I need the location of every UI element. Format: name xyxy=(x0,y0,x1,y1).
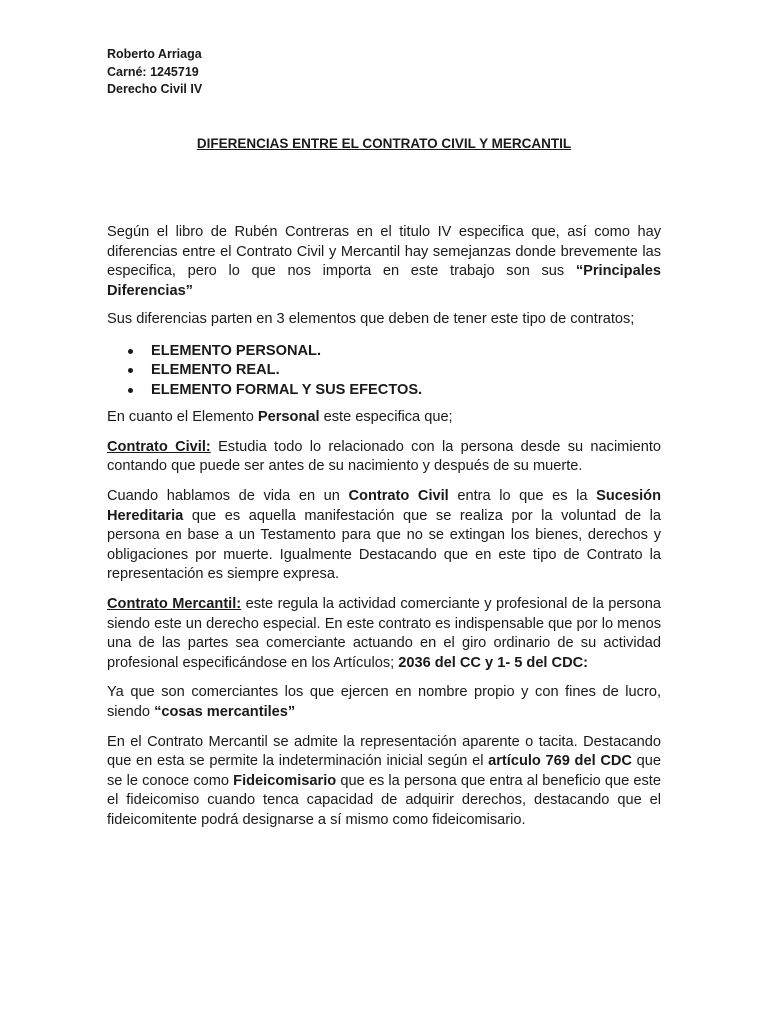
document-title: DIFERENCIAS ENTRE EL CONTRATO CIVIL Y MERCANTIL xyxy=(196,136,572,151)
paragraph-intro-text: Según el libro de Rubén Contreras en el titulo IV especifica que, así como hay diferencias entre el Contrato Civil y Mercantil hay semejanzas donde brevemente las especifica, pero lo que nos importa en este trabajo son sus xyxy=(107,224,661,280)
paragraph-contrato-mercantil: Contrato Mercantil: este regula la actividad comerciante y profesional de la persona siendo este un derecho especial. En este contrato es indispensable que por lo menos una de las partes sea comerciante actuando en el giro ordinario de su actividad profesional especificándose en los Artículos; 2036 del CC y 1- 5 del CDC: xyxy=(107,595,661,671)
paragraph-comerciantes: Ya que son comerciantes los que ejercen en nombre propio y con fines de lucro, siendo “cosas mercantiles” xyxy=(107,684,661,720)
contrato-mercantil-heading: Contrato Mercantil: xyxy=(107,595,242,612)
bullet-icon xyxy=(128,368,133,373)
document-body xyxy=(107,223,661,830)
bullet-icon xyxy=(128,388,133,393)
paragraph-intro xyxy=(107,223,661,301)
contrato-civil-heading: Contrato Civil: xyxy=(107,438,211,455)
document-header xyxy=(107,46,202,99)
list-item: ELEMENTO REAL. xyxy=(107,361,661,380)
elements-list xyxy=(107,342,661,400)
author-name: Roberto Arriaga xyxy=(107,47,202,61)
paragraph-sucesion: Cuando hablamos de vida en un Contrato Civil entra lo que es la Sucesión Hereditaria que es aquella manifestación que se realiza por la voluntad de la persona en base a un Testamento para que no se extingan los bienes, derechos y obligaciones por muerte. Igualmente Destacando que en este tipo de Contrato la representación es siempre expresa. xyxy=(107,487,661,583)
paragraph-elements: Sus diferencias parten en 3 elementos que deben de tener este tipo de contratos; xyxy=(107,311,635,328)
paragraph-intro-bold: “Principales Diferencias” xyxy=(107,263,661,299)
paragraph-personal: En cuanto el Elemento Personal este especifica que; xyxy=(107,409,453,426)
list-item: ELEMENTO FORMAL Y SUS EFECTOS. xyxy=(107,381,661,400)
paragraph-contrato-civil: Contrato Civil: Estudia todo lo relacionado con la persona desde su nacimiento contando que puede ser antes de su nacimiento y después de su muerte. xyxy=(107,438,661,475)
bullet-icon xyxy=(128,349,133,354)
paragraph-representacion: En el Contrato Mercantil se admite la representación aparente o tacita. Destacando que en esta se permite la indeterminación inicial según el artículo 769 del CDC que se le conoce como Fideicomisario que es la persona que entra al beneficio que este el fideicomiso cuando tenca capacidad de adquirir derechos, destacando que el fideicomitente podrá designarse a sí mismo como fideicomisario. xyxy=(107,733,661,828)
course-name: Derecho Civil IV xyxy=(107,82,203,96)
list-item: ELEMENTO PERSONAL. xyxy=(107,342,661,361)
student-id: Carné: 1245719 xyxy=(107,64,199,79)
